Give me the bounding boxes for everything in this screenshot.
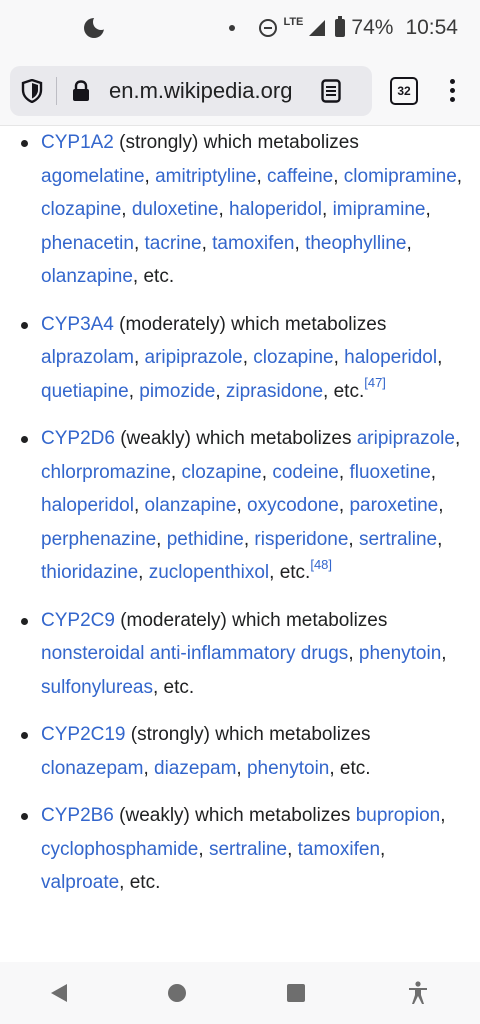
lock-icon[interactable] — [69, 79, 93, 103]
url-bar[interactable] — [10, 66, 372, 116]
drug-link[interactable]: pethidine — [166, 528, 244, 550]
drug-link[interactable]: sertraline — [208, 838, 288, 860]
battery-icon — [335, 19, 345, 37]
drug-link[interactable]: agomelatine — [41, 165, 145, 187]
system-nav-bar — [0, 962, 480, 1024]
drug-link[interactable]: imipramine — [332, 199, 426, 220]
enzyme-description: (moderately) which metabolizes — [113, 313, 387, 335]
list-suffix: , etc. — [152, 676, 195, 698]
reference-link[interactable]: [48] — [310, 556, 333, 572]
drug-link[interactable]: clozapine — [253, 347, 334, 368]
clock: 10:54 — [405, 16, 458, 39]
drug-link[interactable]: olanzapine — [41, 266, 133, 287]
drug-link[interactable]: ziprasidone — [225, 380, 324, 402]
drug-link[interactable]: clozapine — [41, 199, 122, 220]
enzyme-link[interactable]: CYP3A4 — [41, 313, 114, 335]
url-separator — [56, 77, 57, 105]
drug-link[interactable]: aripiprazole — [356, 428, 455, 449]
drug-link[interactable]: pimozide — [139, 380, 216, 402]
enzyme-description: (weakly) which metabolizes — [113, 805, 356, 826]
drug-link[interactable]: thioridazine — [41, 562, 139, 583]
do-not-disturb-icon — [259, 19, 277, 37]
drug-link[interactable]: tacrine — [144, 232, 202, 254]
drug-link[interactable]: sulfonylureas — [41, 676, 153, 698]
list-suffix: , etc. — [119, 872, 161, 893]
drug-link[interactable]: codeine — [272, 461, 339, 483]
list-item: CYP2C9 (moderately) which metabolizes nonsteroidal anti-inflammatory drugs, phenytoin, sulfonylureas, etc. — [0, 604, 480, 705]
drug-link[interactable]: paroxetine — [349, 495, 439, 516]
drug-link[interactable]: phenytoin — [358, 643, 442, 664]
drug-link[interactable]: perphenazine — [41, 528, 157, 550]
list-suffix: , etc. — [269, 562, 311, 583]
signal-icon — [309, 20, 325, 36]
drug-link[interactable]: clonazepam — [41, 757, 144, 779]
drug-link[interactable]: quetiapine — [41, 380, 129, 402]
enzyme-description: (strongly) which metabolizes — [125, 724, 371, 745]
drug-link[interactable]: olanzapine — [144, 495, 237, 516]
drug-link[interactable]: nonsteroidal anti-inflammatory drugs — [41, 643, 349, 664]
drug-link[interactable]: caffeine — [267, 165, 334, 187]
enzyme-list — [0, 126, 480, 900]
drug-link[interactable]: clomipramine — [343, 165, 457, 187]
recent-apps-icon[interactable] — [287, 984, 305, 1002]
list-item: CYP2B6 (weakly) which metabolizes bupropion, cyclophosphamide, sertraline, tamoxifen, valproate, etc. — [0, 799, 480, 900]
menu-icon[interactable] — [448, 79, 456, 102]
drug-link[interactable]: duloxetine — [131, 199, 219, 220]
drug-link[interactable]: sertraline — [358, 528, 438, 550]
list-item: CYP2D6 (weakly) which metabolizes aripiprazole, chlorpromazine, clozapine, codeine, fluoxetine, haloperidol, olanzapine, oxycodone, paroxetine, perphenazine, pethidine, risperidone, sertraline, thioridazine, zuclopenthixol, etc.[48] — [0, 422, 480, 590]
drug-link[interactable]: haloperidol — [229, 199, 322, 220]
drug-link[interactable]: zuclopenthixol — [148, 562, 270, 583]
reference-link[interactable]: [47] — [364, 375, 386, 391]
list-item: CYP2C19 (strongly) which metabolizes clonazepam, diazepam, phenytoin, etc. — [0, 718, 480, 785]
drug-link[interactable]: fluoxetine — [349, 461, 431, 483]
drug-link[interactable]: tamoxifen — [297, 838, 381, 860]
battery-level: 74% — [351, 16, 394, 39]
enzyme-link[interactable]: CYP1A2 — [41, 132, 114, 153]
accessibility-icon[interactable] — [406, 981, 430, 1005]
drug-link[interactable]: chlorpromazine — [41, 461, 171, 483]
drug-link[interactable]: risperidone — [254, 528, 349, 550]
drug-link[interactable]: bupropion — [355, 805, 441, 826]
enzyme-description: (strongly) which metabolizes — [113, 132, 359, 153]
enzyme-link[interactable]: CYP2D6 — [41, 428, 115, 449]
tab-counter-button[interactable]: 32 — [390, 77, 418, 105]
reader-view-icon[interactable] — [319, 79, 343, 103]
browser-toolbar — [0, 56, 480, 126]
home-icon[interactable] — [168, 984, 186, 1002]
list-suffix: , etc. — [132, 266, 175, 287]
drug-link[interactable]: oxycodone — [247, 495, 339, 516]
notification-dot-icon — [229, 25, 235, 31]
network-type: LTE — [283, 16, 304, 28]
drug-link[interactable]: theophylline — [305, 232, 407, 254]
drug-link[interactable]: amitriptyline — [155, 165, 257, 187]
enzyme-link[interactable]: CYP2B6 — [41, 805, 114, 826]
back-icon[interactable] — [51, 984, 67, 1002]
drug-link[interactable]: clozapine — [181, 461, 262, 483]
enzyme-link[interactable]: CYP2C9 — [41, 609, 115, 631]
drug-link[interactable]: phenacetin — [41, 232, 134, 254]
list-item: CYP3A4 (moderately) which metabolizes alprazolam, aripiprazole, clozapine, haloperidol, quetiapine, pimozide, ziprasidone, etc.[47] — [0, 308, 480, 409]
drug-link[interactable]: haloperidol — [41, 495, 134, 516]
drug-link[interactable]: phenytoin — [246, 757, 330, 779]
drug-link[interactable]: cyclophosphamide — [41, 838, 199, 860]
enzyme-link[interactable]: CYP2C19 — [41, 724, 126, 745]
shield-icon[interactable] — [20, 79, 44, 103]
list-suffix: , etc. — [329, 757, 371, 779]
drug-link[interactable]: diazepam — [154, 757, 237, 779]
drug-link[interactable]: aripiprazole — [144, 347, 243, 368]
article-content — [0, 126, 480, 962]
drug-link[interactable]: valproate — [41, 872, 120, 893]
list-suffix: , etc. — [323, 380, 365, 402]
url-text[interactable]: en.m.wikipedia.org — [109, 77, 293, 103]
status-bar — [0, 0, 480, 56]
drug-link[interactable]: haloperidol — [344, 347, 438, 368]
drug-link[interactable]: alprazolam — [41, 347, 134, 368]
moon-icon — [84, 18, 104, 38]
enzyme-description: (moderately) which metabolizes — [114, 609, 388, 631]
list-item: CYP1A2 (strongly) which metabolizes agomelatine, amitriptyline, caffeine, clomipramine, clozapine, duloxetine, haloperidol, imipramine, phenacetin, tacrine, tamoxifen, theophylline, olanzapine, etc. — [0, 126, 480, 294]
enzyme-description: (weakly) which metabolizes — [114, 428, 357, 449]
drug-link[interactable]: tamoxifen — [212, 232, 295, 254]
